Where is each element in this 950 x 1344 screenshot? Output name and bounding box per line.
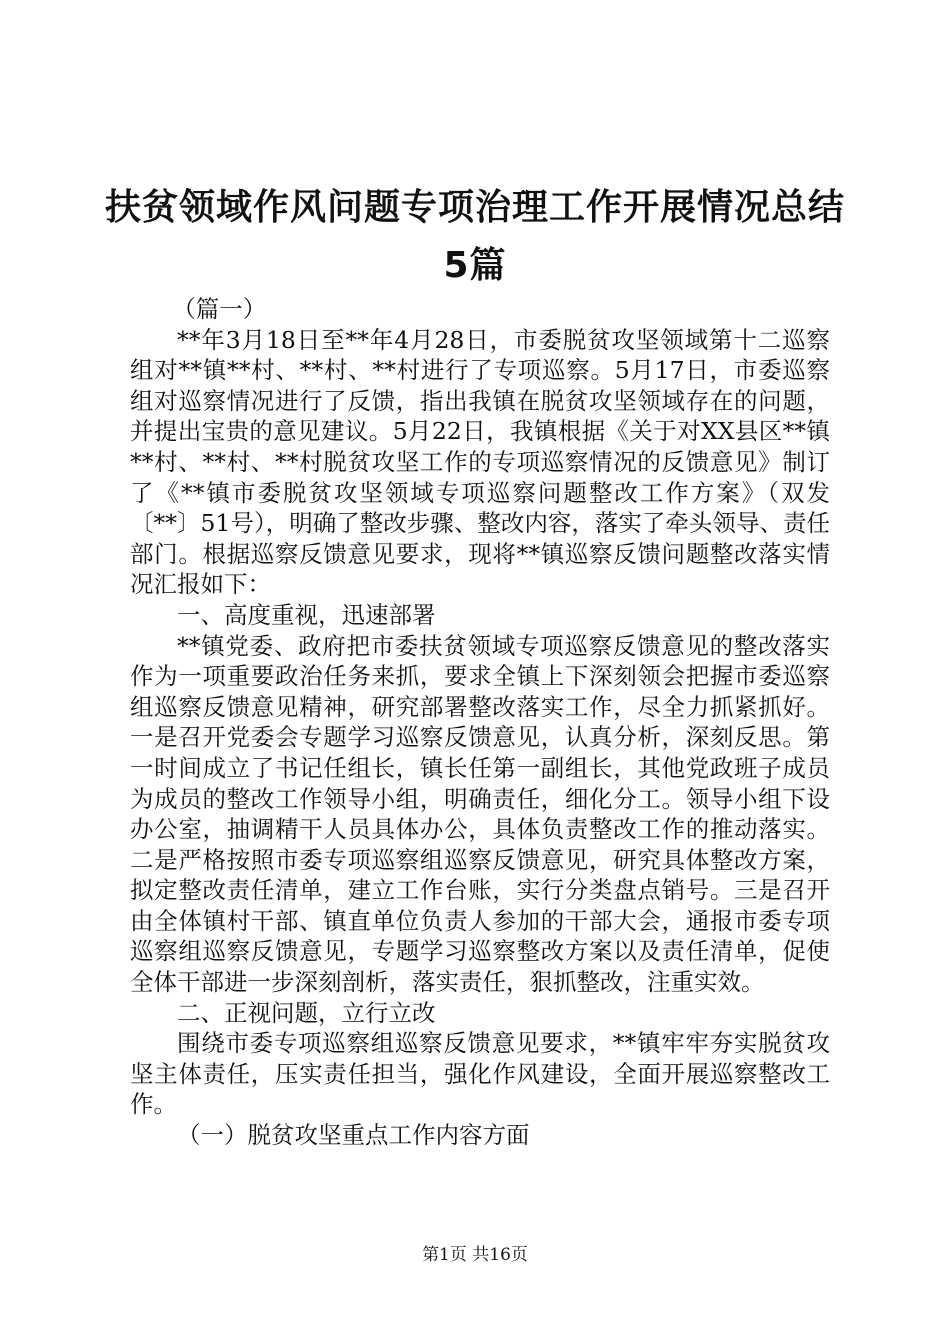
paragraph-section-1: **镇党委、政府把市委扶贫领域专项巡察反馈意见的整改落实作为一项重要政治任务来抓，要求全镇上下深刻领会把握市委巡察组巡察反馈意见精神，研究部署整改落实工作，尽全力抓紧抓好。一是召开党委会专题学习巡察反馈意见，认真分析，深刻反思。第一时间成立了书记任组长，镇长任第一副组长，其他党政班子成员为成员的整改工作领导小组，明确责任，细化分工。领导小组下设办公室，抽调精干人员具体办公，具体负责整改工作的推动落实。二是严格按照市委专项巡察组巡察反馈意见，研究具体整改方案，拟定整改责任清单，建立工作台账，实行分类盘点销号。三是召开由全体镇村干部、镇直单位负责人参加的干部大会，通报市委专项巡察组巡察反馈意见，专题学习巡察整改方案以及责任清单，促使全体干部进一步深刻剖析，落实责任，狠抓整改，注重实效。 (130, 631, 830, 997)
paragraph-intro: **年3月18日至**年4月28日，市委脱贫攻坚领域第十二巡察组对**镇**村、**村、**村进行了专项巡察。5月17日，市委巡察组对巡察情况进行了反馈，指出我镇在脱贫攻坚领域存在的问题，并提出宝贵的意见建议。5月22日，我镇根据《关于对XX县区**镇**村、**村、**村脱贫攻坚工作的专项巡察情况的反馈意见》制订了《**镇市委脱贫攻坚领域专项巡察问题整改工作方案》（双发〔**〕51号），明确了整改步骤、整改内容，落实了牵头领导、责任部门。根据巡察反馈意见要求，现将**镇巡察反馈问题整改落实情况汇报如下： (130, 325, 830, 599)
document-title-line-1: 扶贫领域作风问题专项治理工作开展情况总结 (104, 187, 845, 228)
document-body (130, 294, 830, 1151)
document-title-line-2: 5篇 (443, 245, 507, 286)
paragraph-section-2: 围绕市委专项巡察组巡察反馈意见要求，**镇牢牢夯实脱贫攻坚主体责任，压实责任担当，强化作风建设，全面开展巡察整改工作。 (130, 1029, 830, 1119)
heading-section-2: 二、正视问题，立行立改 (177, 998, 436, 1027)
page-number-footer: 第1页 共16页 (422, 1245, 528, 1265)
heading-section-1: 一、高度重视，迅速部署 (177, 600, 436, 629)
section-label-part-one: （篇一） (172, 295, 267, 323)
subheading-section-2-1: （一）脱贫攻坚重点工作内容方面 (177, 1121, 530, 1150)
